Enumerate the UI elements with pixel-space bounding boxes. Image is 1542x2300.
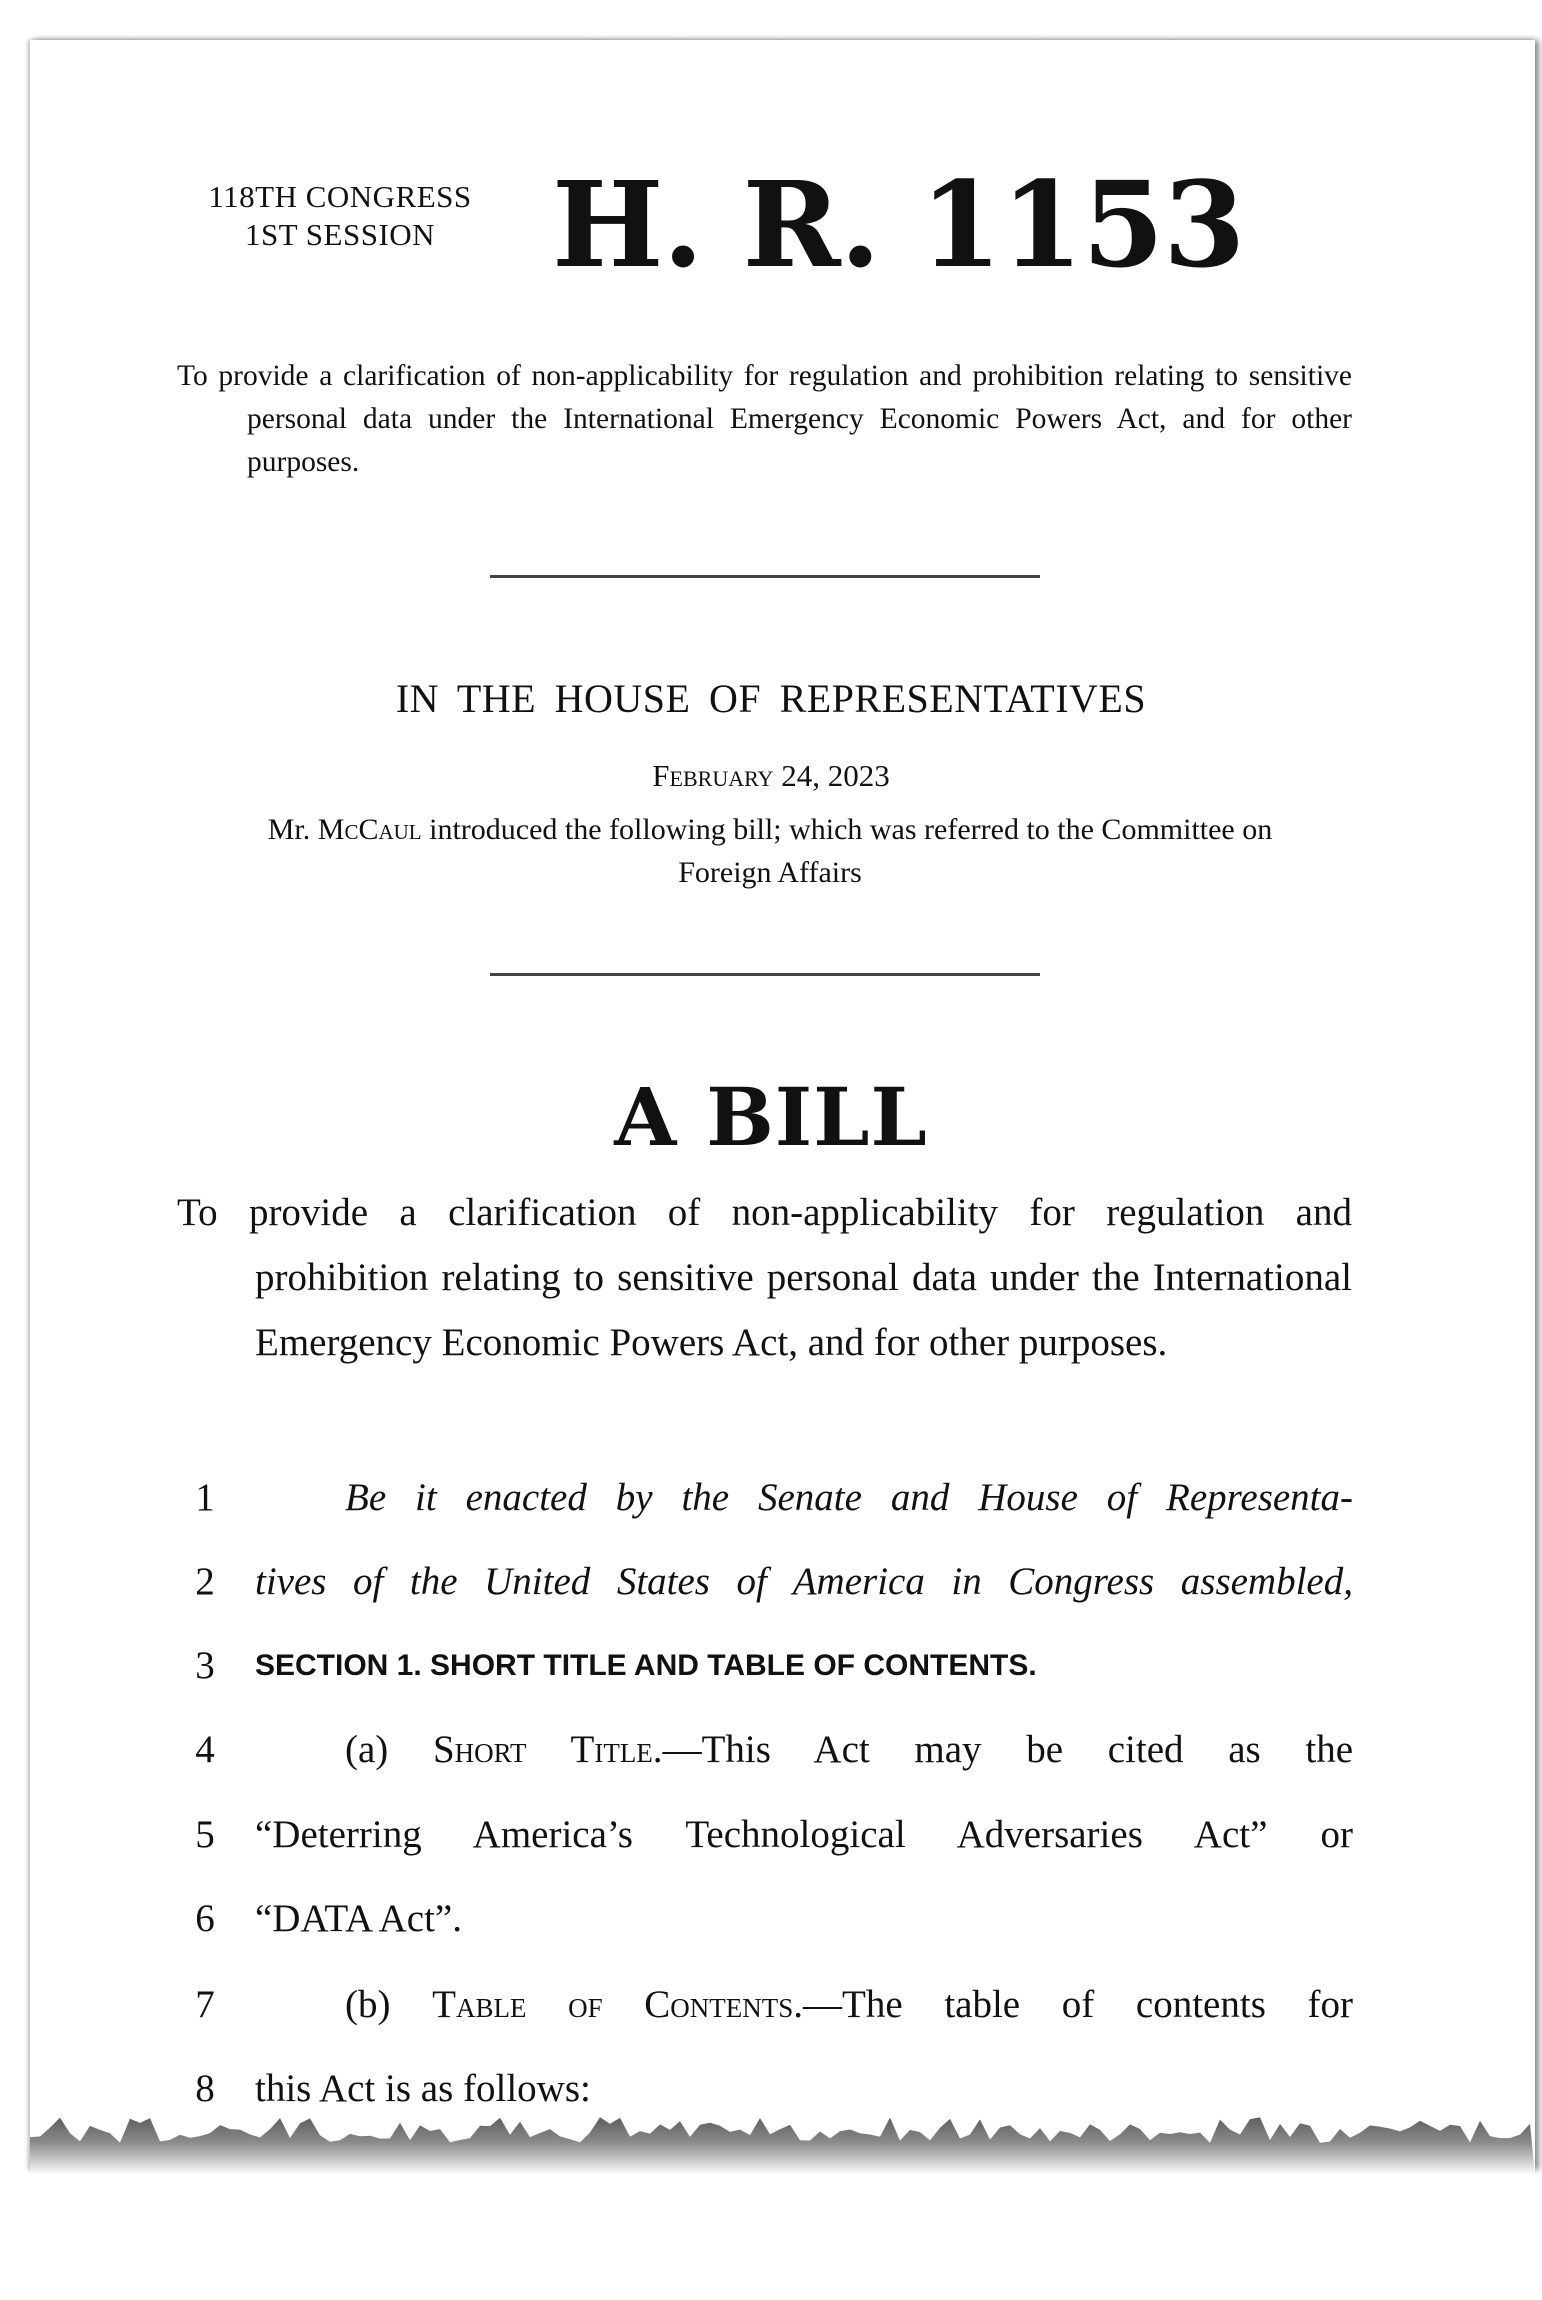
bill-number: H. R. 1153 [552, 155, 1245, 294]
subsection-text: —This Act may be cited as the [662, 1728, 1354, 1771]
subsection-table-of-contents [255, 1975, 1353, 2035]
line-number: 8 [195, 2067, 215, 2110]
line-number: 2 [195, 1560, 215, 1603]
subsection-label: (b) [345, 1983, 433, 2026]
bill-line [190, 1468, 1353, 1528]
line-text: this Act is as follows: [255, 2067, 591, 2110]
divider-rule [490, 575, 1040, 578]
bill-line [190, 1720, 1353, 1780]
line-number: 6 [195, 1897, 215, 1940]
bill-heading: A BILL [614, 1070, 928, 1164]
bill-line [190, 1552, 1353, 1612]
introduction-text: introduced the following bill; which was referred to the Committee on Foreign Affairs [421, 813, 1273, 889]
congress-label: 118TH CONGRESS [208, 179, 472, 214]
congress-session-block [170, 178, 510, 254]
line-number: 1 [195, 1476, 215, 1519]
summary-text: To provide a clarification of non-applicability for regulation and prohibition relating to sensitive personal data under the International Emergency Economic Powers Act, and for other purposes. [177, 360, 1352, 478]
line-number: 3 [195, 1644, 215, 1687]
line-number: 7 [195, 1983, 215, 2026]
enacting-clause: tives of the United States of America in Congress assembled, [255, 1560, 1353, 1603]
bill-line [190, 1889, 1353, 1949]
chamber-heading: IN THE HOUSE OF REPRESENTATIVES [395, 676, 1147, 721]
bill-line [190, 1805, 1353, 1865]
bill-line [190, 1636, 1353, 1696]
sponsor-prefix: Mr. [267, 813, 318, 846]
line-number: 4 [195, 1728, 215, 1771]
subsection-label: (a) [345, 1728, 433, 1771]
enacting-clause: Be it enacted by the Senate and House of Representa- [345, 1476, 1353, 1519]
subsection-text: —The table of contents for [803, 1983, 1353, 2026]
session-label: 1ST SESSION [244, 217, 436, 252]
introduction-statement [250, 808, 1290, 894]
bill-summary-header [177, 355, 1352, 484]
line-number: 5 [195, 1813, 215, 1856]
bill-long-title [177, 1180, 1352, 1375]
section-heading: SECTION 1. SHORT TITLE AND TABLE OF CONTENTS. [255, 1649, 1037, 1682]
line-text: “DATA Act”. [255, 1897, 462, 1940]
introduction-date: February 24, 2023 [652, 758, 890, 793]
torn-bottom-edge [30, 2115, 1535, 2205]
subsection-heading: Short Title. [432, 1728, 663, 1771]
bill-line [190, 1975, 1353, 2035]
subsection-heading: Table of Contents. [432, 1983, 804, 2026]
subsection-short-title [255, 1720, 1353, 1780]
sponsor-name: McCaul [317, 813, 422, 846]
line-text: “Deterring America’s Technological Adversaries Act” or [255, 1813, 1353, 1856]
long-title-text: To provide a clarification of non-applicability for regulation and prohibition relating to sensitive personal data under the International Emergency Economic Powers Act, and for other purposes. [177, 1191, 1352, 1364]
bill-line [190, 2059, 1353, 2119]
divider-rule [490, 973, 1040, 976]
